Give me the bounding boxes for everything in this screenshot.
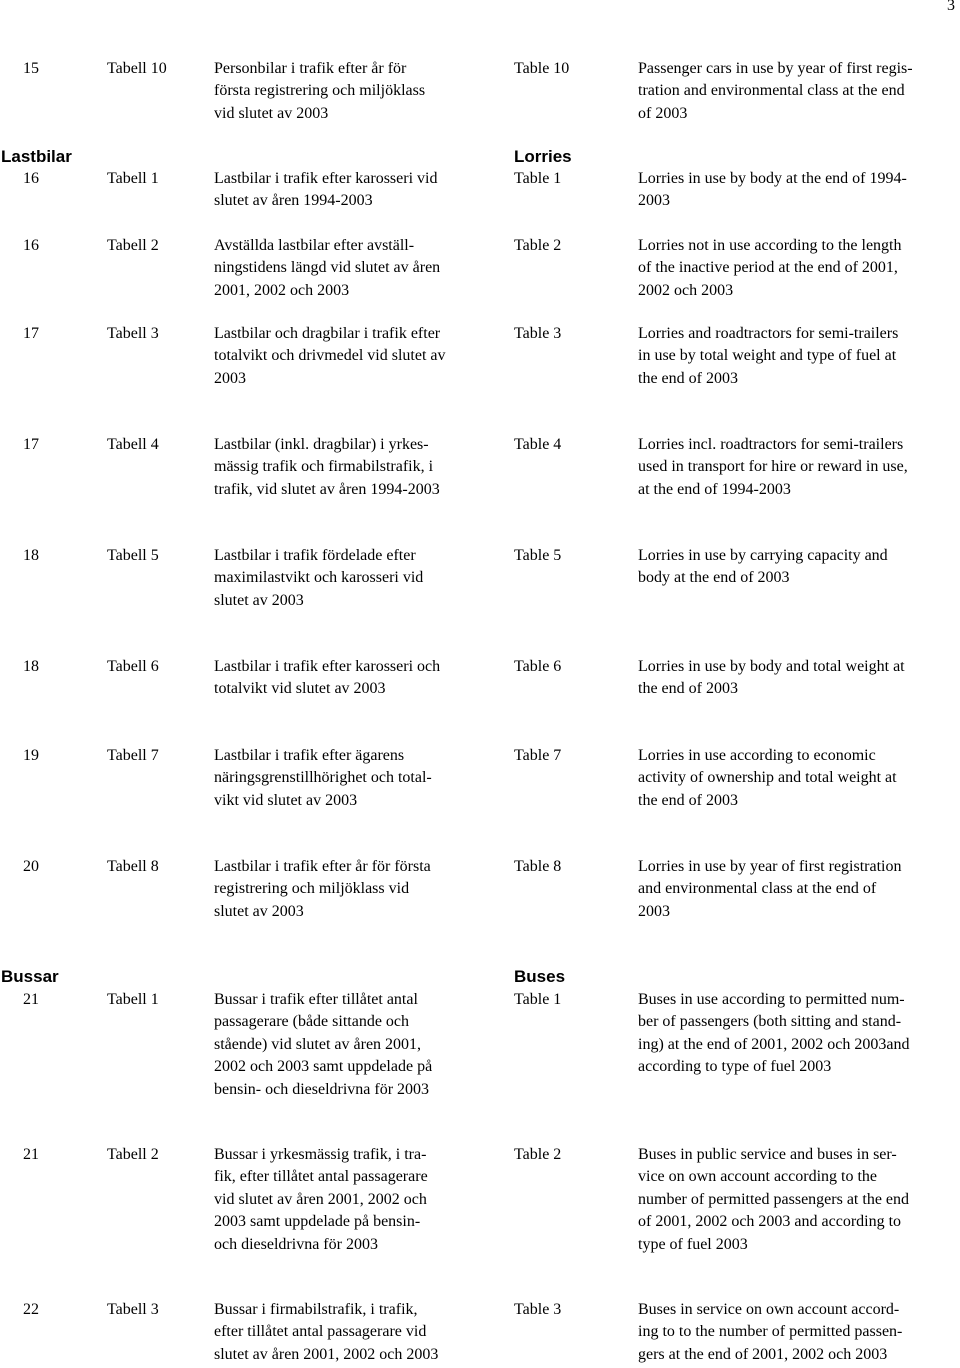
- toc-entry: [0, 656, 960, 698]
- page-ref: 18: [23, 658, 39, 675]
- page-ref: 22: [23, 1301, 39, 1318]
- english-title-line: of the inactive period at the end of 2001,: [638, 259, 898, 277]
- english-title: [638, 58, 913, 125]
- swedish-title-line: maximilastvikt och karosseri vid: [214, 569, 424, 587]
- table-label: Table 2: [514, 237, 562, 254]
- toc-entry: [0, 434, 960, 498]
- english-title-line: vice on own account according to the: [638, 1168, 878, 1186]
- tabell-label: Tabell 1: [107, 170, 159, 187]
- table-label: Table 3: [514, 325, 562, 342]
- table-label: Table 6: [514, 658, 562, 675]
- swedish-title: [214, 323, 446, 390]
- english-title-line: Lorries and roadtractors for semi-trailers: [638, 325, 899, 342]
- swedish-title-line: Lastbilar (inkl. dragbilar) i yrkes-: [214, 436, 429, 453]
- english-title: [638, 856, 901, 923]
- swedish-title-line: Avställda lastbilar efter avställ-: [214, 237, 415, 254]
- swedish-title-line: 2001, 2002 och 2003: [214, 281, 350, 299]
- english-title-line: 2003: [638, 902, 670, 920]
- section-heading-lorries: Lorries: [514, 147, 572, 166]
- swedish-title-line: slutet av åren 1994-2003: [214, 192, 373, 210]
- tabell-label: Tabell 2: [107, 1146, 159, 1163]
- swedish-title-line: 2003: [214, 369, 246, 387]
- page-ref: 17: [23, 436, 39, 453]
- page-ref: 15: [23, 60, 39, 77]
- swedish-title-line: Lastbilar och dragbilar i trafik efter: [214, 325, 441, 342]
- tabell-label: Tabell 10: [107, 60, 167, 77]
- tabell-label: Tabell 7: [107, 747, 159, 764]
- swedish-title-line: Lastbilar i trafik efter år för första: [214, 858, 431, 875]
- table-label: Table 1: [514, 991, 562, 1008]
- english-title-line: and environmental class at the end of: [638, 880, 877, 898]
- tabell-label: Tabell 8: [107, 858, 159, 875]
- english-title-line: in use by total weight and type of fuel at: [638, 347, 897, 365]
- swedish-title: [214, 434, 440, 501]
- swedish-title-line: fik, efter tillåtet antal passagerare: [214, 1168, 428, 1186]
- tabell-label: Tabell 3: [107, 325, 159, 342]
- english-title-line: Lorries in use according to economic: [638, 747, 876, 764]
- english-title: [638, 1144, 909, 1256]
- swedish-title-line: totalvikt vid slutet av 2003: [214, 680, 386, 698]
- english-title-line: Lorries in use by year of first registration: [638, 858, 902, 875]
- swedish-title-line: vid slutet av åren 2001, 2002 och: [214, 1190, 427, 1208]
- english-title: [638, 989, 910, 1079]
- swedish-title-line: bensin- och dieseldrivna för 2003: [214, 1080, 430, 1098]
- toc-entry: [0, 989, 960, 1098]
- table-label: Table 5: [514, 547, 562, 564]
- swedish-title: [214, 1299, 438, 1366]
- page-ref: 17: [23, 325, 39, 342]
- swedish-title-line: ningstidens längd vid slutet av åren: [214, 259, 441, 277]
- english-title: [638, 434, 908, 501]
- english-title: [638, 235, 901, 302]
- swedish-title: [214, 1144, 428, 1256]
- english-title-line: 2002 och 2003: [638, 281, 734, 299]
- english-title-line: number of permitted passengers at the end: [638, 1190, 910, 1208]
- english-title-line: Lorries incl. roadtractors for semi-trailers: [638, 436, 904, 453]
- swedish-title: [214, 856, 431, 923]
- swedish-title-line: slutet av 2003: [214, 902, 304, 920]
- table-label: Table 7: [514, 747, 562, 764]
- swedish-title-line: totalvikt och drivmedel vid slutet av: [214, 347, 446, 365]
- swedish-title: [214, 235, 440, 302]
- table-label: Table 10: [514, 60, 570, 77]
- page-ref: 21: [23, 1146, 39, 1163]
- swedish-title-line: mässig trafik och firmabilstrafik, i: [214, 458, 434, 476]
- swedish-title-line: näringsgrenstillhörighet och total-: [214, 769, 432, 787]
- english-title-line: the end of 2003: [638, 680, 738, 698]
- swedish-title-line: registrering och miljöklass vid: [214, 880, 410, 898]
- english-title-line: 2003: [638, 192, 670, 210]
- table-label: Table 8: [514, 858, 562, 875]
- swedish-title-line: Lastbilar i trafik efter ägarens: [214, 747, 405, 764]
- english-title-line: Buses in public service and buses in ser-: [638, 1146, 897, 1163]
- tabell-label: Tabell 1: [107, 991, 159, 1008]
- swedish-title: [214, 745, 432, 812]
- english-title: [638, 168, 907, 213]
- toc-entry: [0, 1299, 960, 1363]
- toc-entry: [0, 235, 960, 299]
- english-title-line: used in transport for hire or reward in use,: [638, 458, 908, 476]
- english-title-line: type of fuel 2003: [638, 1235, 748, 1253]
- swedish-title-line: efter tillåtet antal passagerare vid: [214, 1323, 427, 1341]
- swedish-title: [214, 545, 423, 612]
- tabell-label: Tabell 3: [107, 1301, 159, 1318]
- english-title: [638, 656, 905, 701]
- english-title-line: Passenger cars in use by year of first regis-: [638, 60, 913, 77]
- english-title-line: activity of ownership and total weight at: [638, 769, 897, 787]
- english-title-line: gers at the end of 2001, 2002 och 2003: [638, 1345, 888, 1363]
- swedish-title: [214, 989, 432, 1101]
- swedish-title-line: Lastbilar i trafik efter karosseri och: [214, 658, 441, 675]
- tabell-label: Tabell 2: [107, 237, 159, 254]
- table-label: Table 4: [514, 436, 562, 453]
- english-title: [638, 1299, 902, 1366]
- english-title-line: ing) at the end of 2001, 2002 och 2003and: [638, 1035, 910, 1053]
- swedish-title-line: Bussar i firmabilstrafik, i trafik,: [214, 1301, 418, 1318]
- toc-entry: [0, 745, 960, 809]
- swedish-title-line: Lastbilar i trafik fördelade efter: [214, 547, 416, 564]
- tabell-label: Tabell 4: [107, 436, 159, 453]
- swedish-title-line: 2002 och 2003 samt uppdelade på: [214, 1058, 433, 1076]
- section-heading-lastbilar: Lastbilar: [1, 147, 72, 166]
- swedish-title-line: Personbilar i trafik efter år för: [214, 60, 407, 77]
- swedish-title-line: 2003 samt uppdelade på bensin-: [214, 1213, 421, 1231]
- english-title: [638, 545, 888, 590]
- english-title-line: Buses in use according to permitted num-: [638, 991, 905, 1008]
- section-heading-buses: Buses: [514, 967, 566, 986]
- english-title-line: of 2003: [638, 104, 688, 122]
- page-ref: 16: [23, 170, 39, 187]
- english-title-line: Lorries in use by carrying capacity and: [638, 547, 888, 564]
- swedish-title-line: trafik, vid slutet av åren 1994-2003: [214, 480, 440, 498]
- tabell-label: Tabell 5: [107, 547, 159, 564]
- toc-entry: [0, 1144, 960, 1253]
- toc-entry: [0, 323, 960, 387]
- page-ref: 19: [23, 747, 39, 764]
- toc-entry: [0, 58, 960, 122]
- toc-entry: [0, 545, 960, 609]
- english-title-line: Lorries in use by body at the end of 1994-: [638, 170, 907, 187]
- table-label: Table 1: [514, 170, 562, 187]
- swedish-title-line: Lastbilar i trafik efter karosseri vid: [214, 170, 438, 187]
- swedish-title-line: slutet av åren 2001, 2002 och 2003: [214, 1345, 439, 1363]
- swedish-title: [214, 58, 425, 125]
- page-ref: 18: [23, 547, 39, 564]
- swedish-title-line: första registrering och miljöklass: [214, 82, 426, 100]
- table-label: Table 3: [514, 1301, 562, 1318]
- page-ref: 20: [23, 858, 39, 875]
- page-number: 3: [947, 0, 955, 14]
- english-title-line: body at the end of 2003: [638, 569, 790, 587]
- english-title-line: Lorries not in use according to the length: [638, 237, 902, 254]
- english-title-line: the end of 2003: [638, 791, 738, 809]
- english-title-line: ber of passengers (both sitting and stand-: [638, 1013, 902, 1031]
- swedish-title-line: och dieseldrivna för 2003: [214, 1235, 378, 1253]
- english-title-line: ing to to the number of permitted passen-: [638, 1323, 903, 1341]
- english-title: [638, 323, 898, 390]
- swedish-title-line: passagerare (både sittande och: [214, 1013, 410, 1031]
- toc-entry: [0, 856, 960, 920]
- section-heading-bussar: Bussar: [1, 967, 59, 986]
- swedish-title-line: Bussar i yrkesmässig trafik, i tra-: [214, 1146, 427, 1163]
- english-title-line: according to type of fuel 2003: [638, 1058, 832, 1076]
- swedish-title-line: Bussar i trafik efter tillåtet antal: [214, 991, 418, 1008]
- english-title: [638, 745, 897, 812]
- swedish-title: [214, 656, 440, 701]
- english-title-line: the end of 2003: [638, 369, 738, 387]
- english-title-line: Lorries in use by body and total weight at: [638, 658, 905, 675]
- english-title-line: at the end of 1994-2003: [638, 480, 791, 498]
- swedish-title-line: vikt vid slutet av 2003: [214, 791, 358, 809]
- swedish-title-line: vid slutet av 2003: [214, 104, 329, 122]
- toc-entry: [0, 168, 960, 210]
- tabell-label: Tabell 6: [107, 658, 159, 675]
- english-title-line: Buses in service on own account accord-: [638, 1301, 900, 1318]
- swedish-title-line: slutet av 2003: [214, 591, 304, 609]
- swedish-title: [214, 168, 437, 213]
- english-title-line: tration and environmental class at the end: [638, 82, 905, 100]
- page-ref: 21: [23, 991, 39, 1008]
- table-label: Table 2: [514, 1146, 562, 1163]
- swedish-title-line: stående) vid slutet av åren 2001,: [214, 1035, 422, 1053]
- english-title-line: of 2001, 2002 och 2003 and according to: [638, 1213, 902, 1231]
- page-ref: 16: [23, 237, 39, 254]
